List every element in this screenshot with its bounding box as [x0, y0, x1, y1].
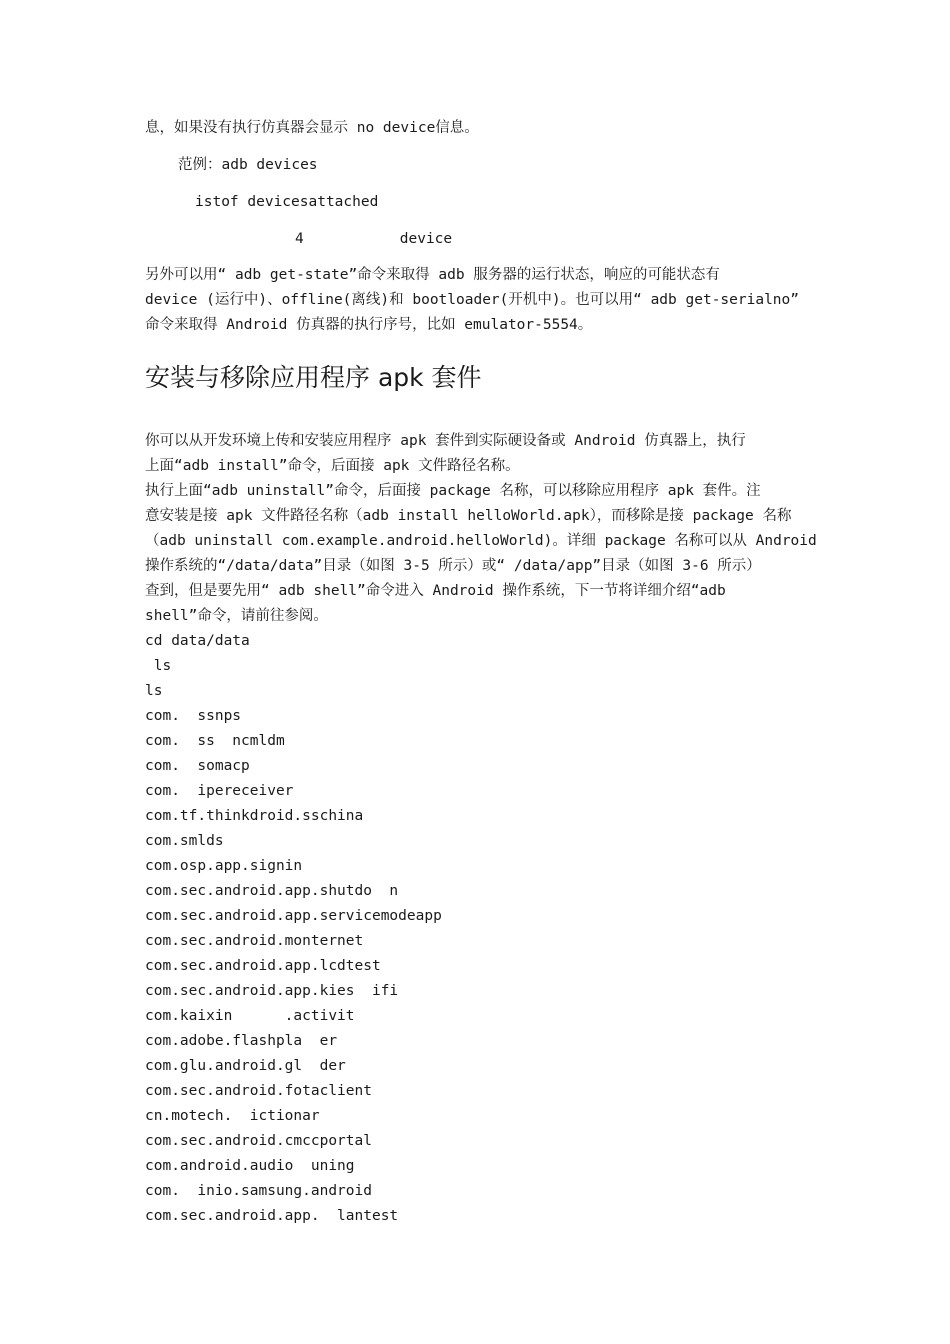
terminal-line: com.sec.android.monternet: [145, 933, 364, 949]
body-line: 你可以从开发环境上传和安装应用程序 apk 套件到实际硬设备或 Android 仿真器上，执行: [145, 433, 746, 449]
state-paragraph-line: 命令来取得 Android 仿真器的执行序号，比如 emulator-5554。: [145, 317, 593, 333]
terminal-line: com.sec.android.app. lantest: [145, 1208, 399, 1224]
terminal-line: com. inio.samsung.android: [145, 1183, 372, 1199]
terminal-line: com.sec.android.app.lcdtest: [145, 958, 381, 974]
terminal-line: com.sec.android.app.servicemodeapp: [145, 908, 442, 924]
terminal-line: com.sec.android.app.shutdo n: [145, 883, 399, 899]
body-line: 操作系统的“/data/data”目录（如图 3-5 所示）或“ /data/app”目录（如图 3-6 所示）: [145, 558, 761, 574]
terminal-line: com.osp.app.signin: [145, 858, 303, 874]
example-output-header: istof devicesattached: [195, 194, 379, 210]
body-line: 执行上面“adb uninstall”命令，后面接 package 名称，可以移除应用程序 apk 套件。注: [145, 483, 761, 499]
terminal-line: com. ssnps: [145, 708, 242, 724]
terminal-line: com. ipereceiver: [145, 783, 294, 799]
terminal-line: com. ss ncmldm: [145, 733, 285, 749]
intro-line: 息，如果没有执行仿真器会显示 no device信息。: [145, 120, 479, 136]
body-line: 意安装是接 apk 文件路径名称（adb install helloWorld.apk），而移除是接 package 名称: [145, 508, 792, 524]
terminal-line: com. somacp: [145, 758, 250, 774]
terminal-line: com.adobe.flashpla er: [145, 1033, 338, 1049]
terminal-line: com.smlds: [145, 833, 224, 849]
terminal-line: com.sec.android.cmccportal: [145, 1133, 372, 1149]
body-line: 查到，但是要先用“ adb shell”命令进入 Android 操作系统，下一节将详细介绍“adb: [145, 583, 726, 599]
terminal-line: com.tf.thinkdroid.sschina: [145, 808, 364, 824]
terminal-line: com.glu.android.gl der: [145, 1058, 346, 1074]
terminal-line: com.sec.android.fotaclient: [145, 1083, 372, 1099]
terminal-line: ls: [145, 683, 163, 699]
terminal-line: cn.motech. ictionar: [145, 1108, 320, 1124]
example-output-device: 4 device: [295, 231, 453, 247]
body-line: shell”命令，请前往参阅。: [145, 608, 328, 624]
state-paragraph-line: 另外可以用“ adb get-state”命令来取得 adb 服务器的运行状态，响应的可能状态有: [145, 267, 720, 283]
state-paragraph-line: device (运行中)、offline(离线)和 bootloader(开机中)。也可以用“ adb get-serialno”: [145, 292, 799, 308]
terminal-line: com.kaixin .activit: [145, 1008, 355, 1024]
body-line: （adb uninstall com.example.android.helloWorld)。详细 package 名称可以从 Android: [145, 533, 817, 549]
section-title: 安装与移除应用程序 apk 套件: [145, 363, 482, 392]
terminal-line: com.sec.android.app.kies ifi: [145, 983, 399, 999]
terminal-line: com.android.audio uning: [145, 1158, 355, 1174]
example-label: 范例：adb devices: [178, 157, 318, 173]
terminal-line: cd data/data: [145, 633, 250, 649]
body-line: 上面“adb install”命令，后面接 apk 文件路径名称。: [145, 458, 520, 474]
terminal-line: ls: [145, 658, 172, 674]
